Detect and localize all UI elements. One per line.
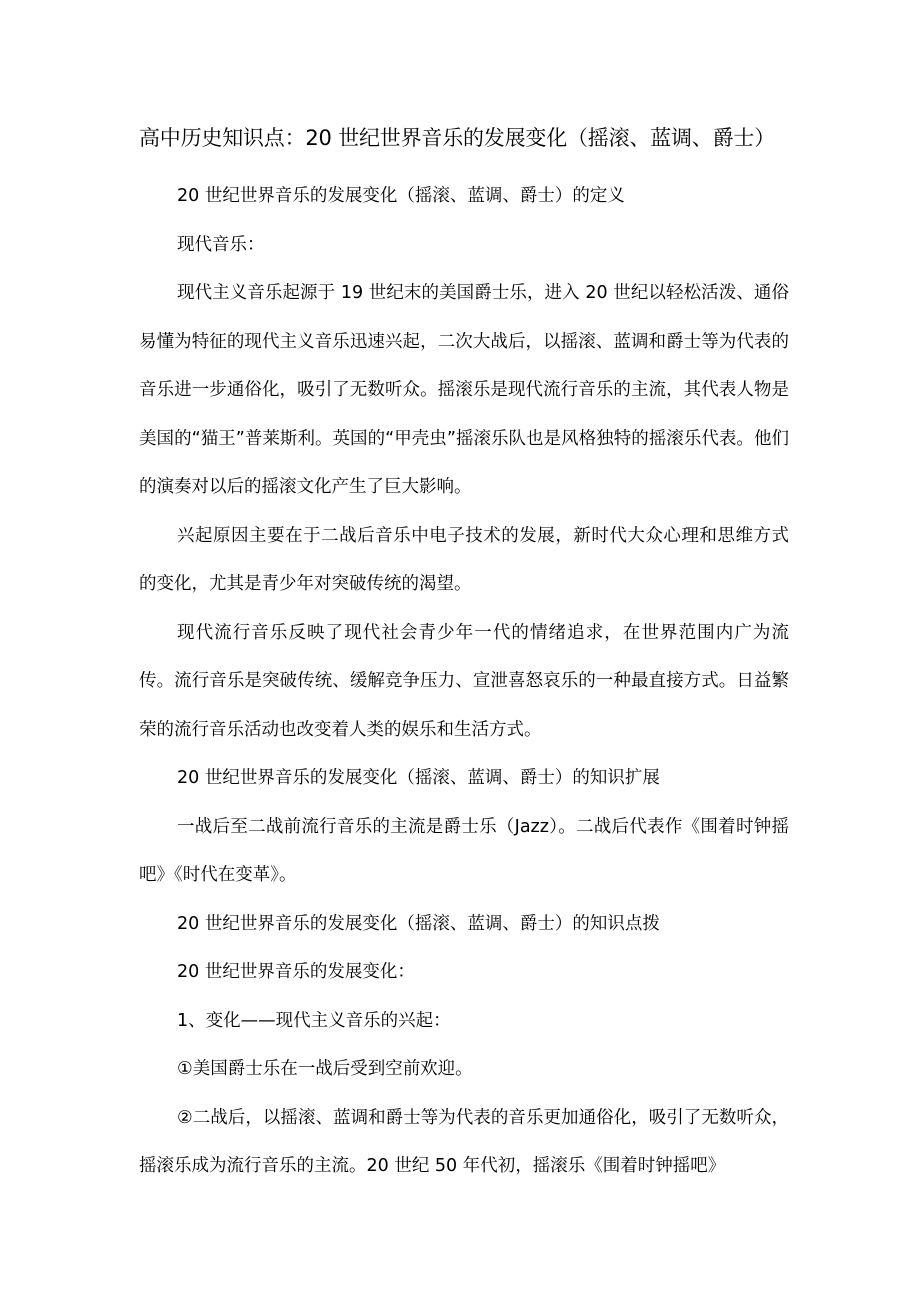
paragraph-change-1: 1、变化——现代主义音乐的兴起： [177, 1010, 451, 1031]
paragraph-rise-reasons: 兴起原因主要在于二战后音乐中电子技术的发展，新时代大众心理和思维方式的变化，尤其是青少年对突破传统的渴望。 [139, 525, 789, 594]
paragraph-modern-music-label: 现代音乐： [177, 234, 265, 255]
paragraph-modern-music-origin: 现代主义音乐起源于 19 世纪末的美国爵士乐，进入 20 世纪以轻松活泼、通俗易懂为特征的现代主义音乐迅速兴起，二次大战后，以摇滚、蓝调和爵士等为代表的音乐进一步通俗化，吸引了无数听众。摇滚乐是现代流行音乐的主流，其代表人物是美国的“猫王”普莱斯利。英国的“甲壳虫”摇滚乐队也是风格独特的摇滚乐代表。他们的演奏对以后的摇滚文化产生了巨大影响。 [139, 283, 789, 497]
paragraph-definition-heading: 20 世纪世界音乐的发展变化（摇滚、蓝调、爵士）的定义 [177, 186, 625, 206]
paragraph-pop-music-impact: 现代流行音乐反映了现代社会青少年一代的情绪追求，在世界范围内广为流传。流行音乐是突破传统、缓解竞争压力、宣泄喜怒哀乐的一种最直接方式。日益繁荣的流行音乐活动也改变着人类的娱乐和生活方式。 [139, 622, 789, 740]
paragraph-change-1-item-1: ①美国爵士乐在一战后受到空前欢迎。 [177, 1059, 473, 1079]
document-title: 高中历史知识点：20 世纪世界音乐的发展变化（摇滚、蓝调、爵士） [139, 126, 775, 150]
paragraph-jazz-mainstream: 一战后至二战前流行音乐的主流是爵士乐（Jazz）。二战后代表作《围着时钟摇吧》《时代在变革》。 [139, 816, 789, 885]
paragraph-change-1-item-2: ②二战后，以摇滚、蓝调和爵士等为代表的音乐更加通俗化，吸引了无数听众，摇滚乐成为流行音乐的主流。20 世纪 50 年代初，摇滚乐《围着时钟摇吧》 [139, 1107, 789, 1176]
document-body [139, 118, 789, 1191]
paragraph-development-changes: 20 世纪世界音乐的发展变化： [177, 962, 415, 982]
paragraph-extension-heading: 20 世纪世界音乐的发展变化（摇滚、蓝调、爵士）的知识扩展 [177, 768, 660, 788]
paragraph-tips-heading: 20 世纪世界音乐的发展变化（摇滚、蓝调、爵士）的知识点拨 [177, 913, 660, 934]
